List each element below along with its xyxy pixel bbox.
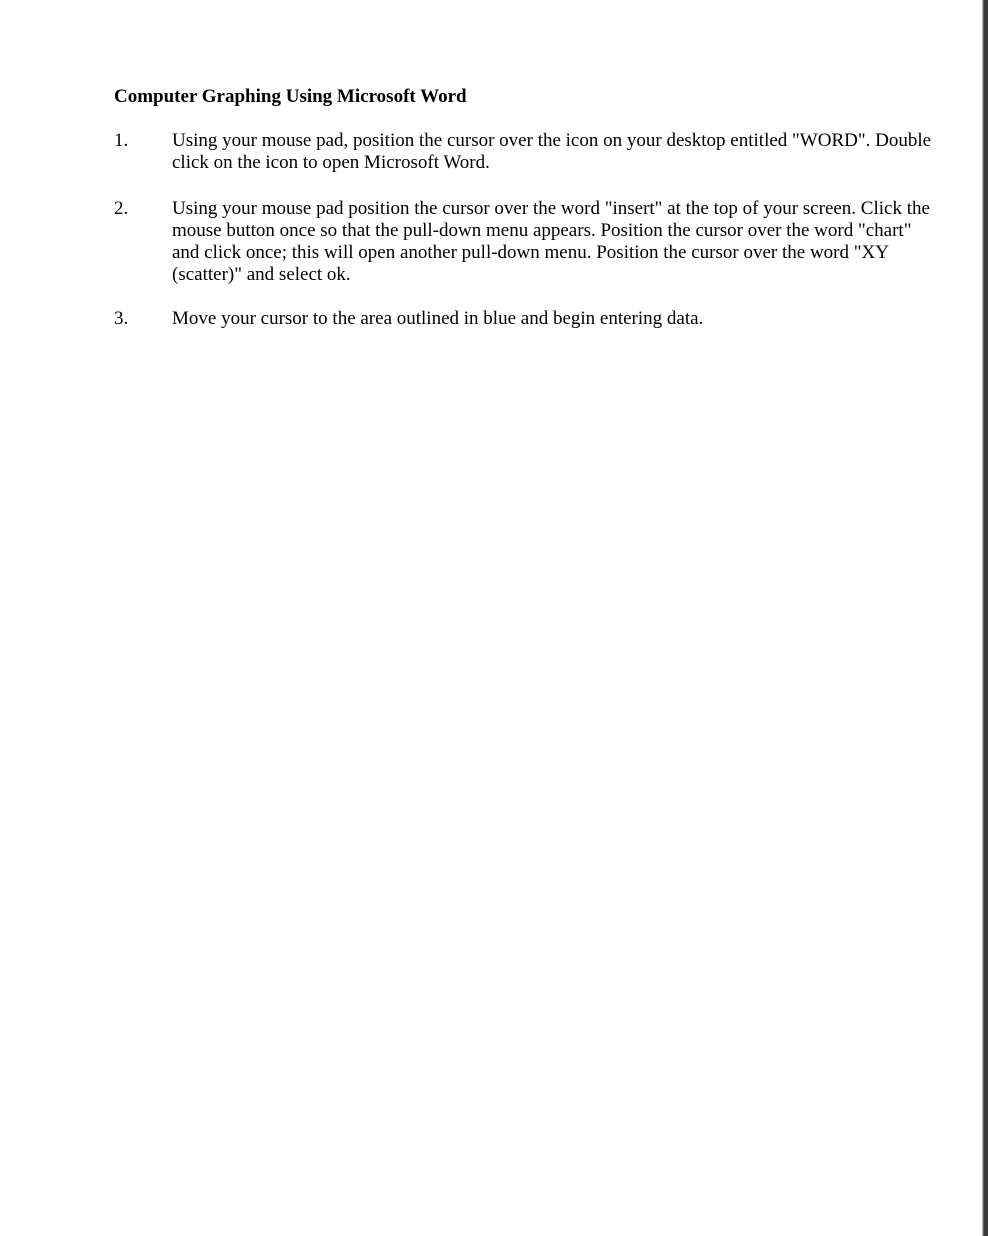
step-number: 3. — [114, 308, 129, 329]
step-number: 1. — [114, 130, 129, 151]
step-text: Using your mouse pad, position the cursor over the icon on your desktop entitled "WORD". Double click on the icon to open Microsoft Word. — [172, 130, 932, 173]
step-number: 2. — [114, 198, 129, 219]
step-text: Move your cursor to the area outlined in blue and begin entering data. — [172, 308, 704, 329]
step-text: Using your mouse pad position the cursor over the word "insert" at the top of your screen. Click the mouse button once so that the pull-down menu appears. Position the cursor over the word "chart" and click once; this will open another pull-down menu. Position the cursor over the word "XY (scatter)" and select ok. — [172, 198, 930, 285]
document-title: Computer Graphing Using Microsoft Word — [114, 86, 467, 107]
page-edge-shadow — [982, 0, 988, 1236]
